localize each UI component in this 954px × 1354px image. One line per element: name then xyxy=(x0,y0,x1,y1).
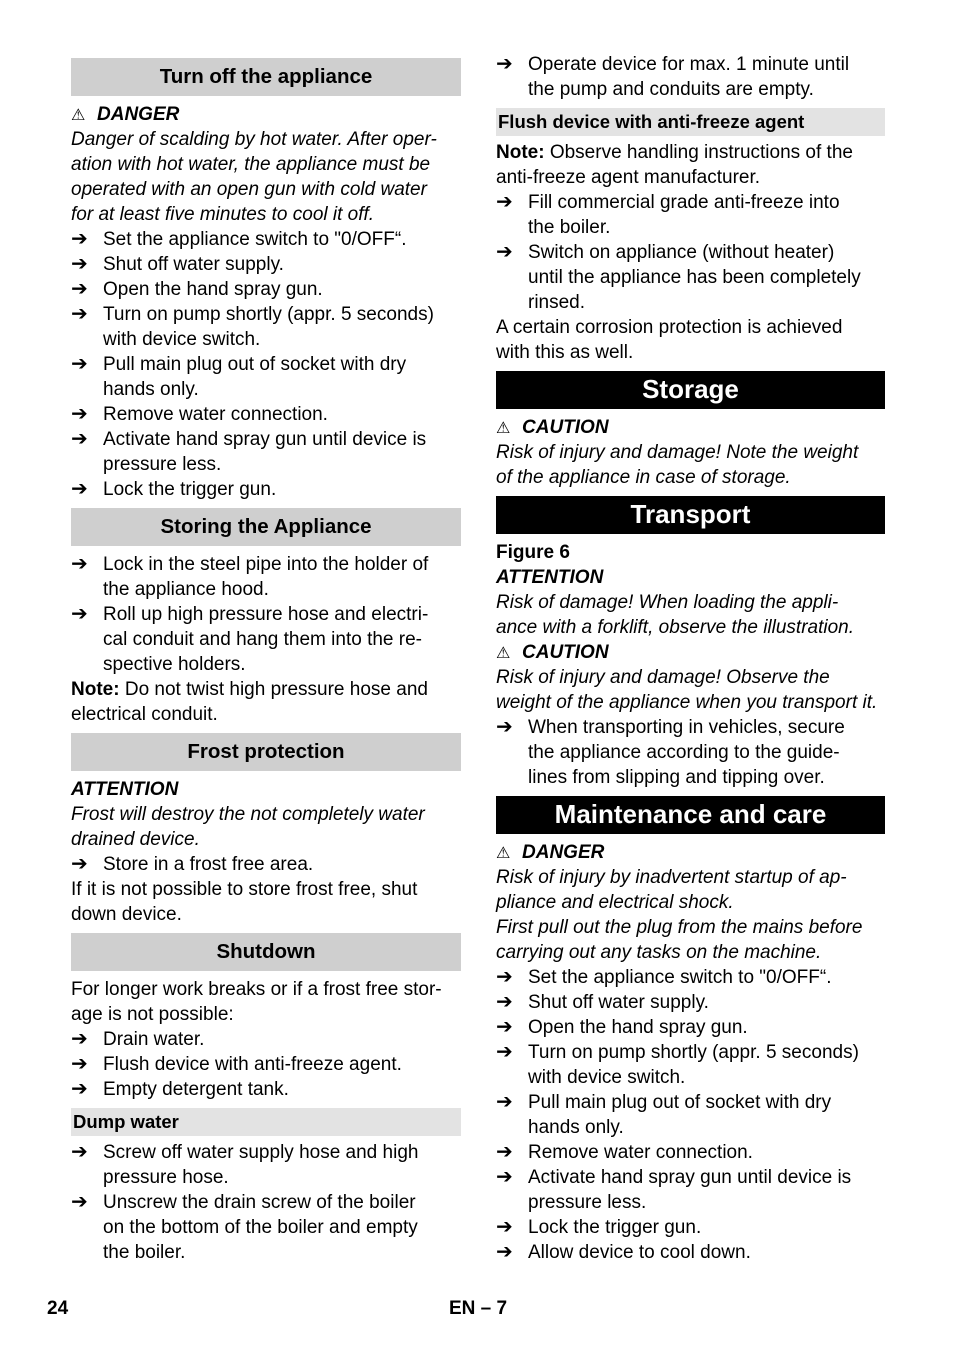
instruction-step xyxy=(71,602,461,627)
instruction-step xyxy=(71,352,461,377)
instruction-text: Pull main plug out of socket with dry xyxy=(528,1092,832,1113)
instruction-text: Lock the trigger gun. xyxy=(528,1217,702,1238)
instruction-text: Activate hand spray gun until device is xyxy=(103,429,427,450)
warning-text: Risk of injury and damage! Note the weight xyxy=(496,442,859,463)
instruction-step xyxy=(71,552,461,577)
section-heading: Storing the Appliance xyxy=(71,508,461,546)
arrow-right-icon: ➔ xyxy=(71,1191,88,1213)
warning-label xyxy=(496,640,885,665)
instruction-step xyxy=(71,277,461,302)
instruction-step-continuation xyxy=(71,1215,461,1240)
arrow-right-icon: ➔ xyxy=(71,303,88,325)
section-heading: Maintenance and care xyxy=(496,796,885,834)
instruction-step xyxy=(496,715,885,740)
arrow-right-icon: ➔ xyxy=(496,1216,513,1238)
instruction-text: the boiler. xyxy=(103,1242,186,1263)
instruction-step-continuation xyxy=(71,327,461,352)
instruction-step xyxy=(496,1015,885,1040)
instruction-step xyxy=(71,302,461,327)
instruction-text: Empty detergent tank. xyxy=(103,1079,289,1100)
instruction-text: hands only. xyxy=(103,379,199,400)
instruction-step-continuation xyxy=(496,1065,885,1090)
arrow-right-icon: ➔ xyxy=(71,403,88,425)
note-paragraph xyxy=(71,677,461,702)
instruction-text: pressure hose. xyxy=(103,1167,229,1188)
instruction-step-continuation xyxy=(71,627,461,652)
instruction-step xyxy=(496,1215,885,1240)
instruction-step-continuation xyxy=(496,1115,885,1140)
instruction-text: Drain water. xyxy=(103,1029,205,1050)
instruction-step xyxy=(71,1052,461,1077)
instruction-text: Turn on pump shortly (appr. 5 seconds) xyxy=(103,304,434,325)
instruction-text: rinsed. xyxy=(528,292,586,313)
instruction-step xyxy=(496,1165,885,1190)
instruction-text: Activate hand spray gun until device is xyxy=(528,1167,852,1188)
note-label: Note: xyxy=(496,142,545,163)
note-label: Note: xyxy=(71,679,120,700)
warning-text: pliance and electrical shock. xyxy=(496,892,734,913)
instruction-step-continuation xyxy=(496,740,885,765)
instruction-step xyxy=(71,852,461,877)
instruction-step xyxy=(496,190,885,215)
instruction-text: Shut off water supply. xyxy=(103,254,284,275)
warning-text: First pull out the plug from the mains before xyxy=(496,917,863,938)
section-heading: Turn off the appliance xyxy=(71,58,461,96)
instruction-text: Open the hand spray gun. xyxy=(528,1017,748,1038)
instruction-step-continuation xyxy=(71,652,461,677)
instruction-step-continuation xyxy=(71,1240,461,1265)
arrow-right-icon: ➔ xyxy=(71,278,88,300)
instruction-step xyxy=(496,990,885,1015)
section-heading: Shutdown xyxy=(71,933,461,971)
arrow-right-icon: ➔ xyxy=(71,228,88,250)
instruction-text: with device switch. xyxy=(528,1067,686,1088)
arrow-right-icon: ➔ xyxy=(71,853,88,875)
instruction-step xyxy=(496,52,885,77)
note-text: Do not twist high pressure hose and xyxy=(119,679,428,700)
instruction-text: Set the appliance switch to "0/OFF“. xyxy=(103,229,407,250)
arrow-right-icon: ➔ xyxy=(496,1241,513,1263)
instruction-step xyxy=(71,1077,461,1102)
warning-label xyxy=(496,415,885,440)
subsection-heading: Flush device with anti-freeze agent xyxy=(496,108,885,136)
arrow-right-icon: ➔ xyxy=(496,1091,513,1113)
instruction-text: Remove water connection. xyxy=(103,404,328,425)
instruction-step xyxy=(496,1090,885,1115)
arrow-right-icon: ➔ xyxy=(71,553,88,575)
arrow-right-icon: ➔ xyxy=(496,966,513,988)
warning-text: Risk of injury and damage! Observe the xyxy=(496,667,830,688)
instruction-text: Lock in the steel pipe into the holder of xyxy=(103,554,429,575)
instruction-text: Unscrew the drain screw of the boiler xyxy=(103,1192,416,1213)
arrow-right-icon: ➔ xyxy=(496,1041,513,1063)
instruction-text: Lock the trigger gun. xyxy=(103,479,277,500)
body-text: down device. xyxy=(71,904,182,925)
arrow-right-icon: ➔ xyxy=(71,1028,88,1050)
warning-label-text: ATTENTION xyxy=(496,567,604,588)
instruction-text: Store in a frost free area. xyxy=(103,854,314,875)
warning-text: Risk of damage! When loading the appli- xyxy=(496,592,839,613)
instruction-text: the pump and conduits are empty. xyxy=(528,79,814,100)
warning-text: ation with hot water, the appliance must be xyxy=(71,154,431,175)
instruction-text: the appliance according to the guide- xyxy=(528,742,840,763)
body-text: A certain corrosion protection is achieved xyxy=(496,317,843,338)
instruction-step-continuation xyxy=(71,577,461,602)
arrow-right-icon: ➔ xyxy=(496,241,513,263)
instruction-step-continuation xyxy=(496,765,885,790)
warning-label-text: CAUTION xyxy=(522,642,609,663)
warning-triangle-icon: ⚠ xyxy=(496,845,511,862)
instruction-step xyxy=(71,227,461,252)
instruction-text: cal conduit and hang them into the re- xyxy=(103,629,422,650)
page-number: 24 xyxy=(47,1298,69,1319)
instruction-text: the boiler. xyxy=(528,217,611,238)
instruction-step xyxy=(71,1140,461,1165)
arrow-right-icon: ➔ xyxy=(496,191,513,213)
warning-triangle-icon: ⚠ xyxy=(496,645,511,662)
instruction-step xyxy=(71,1190,461,1215)
arrow-right-icon: ➔ xyxy=(71,253,88,275)
section-heading: Transport xyxy=(496,496,885,534)
warning-text: Frost will destroy the not completely water xyxy=(71,804,425,825)
instruction-text: Set the appliance switch to "0/OFF“. xyxy=(528,967,832,988)
section-heading: Storage xyxy=(496,371,885,409)
instruction-step xyxy=(496,240,885,265)
arrow-right-icon: ➔ xyxy=(71,478,88,500)
body-text: electrical conduit. xyxy=(71,704,218,725)
instruction-text: When transporting in vehicles, secure xyxy=(528,717,845,738)
instruction-step xyxy=(71,427,461,452)
instruction-text: Switch on appliance (without heater) xyxy=(528,242,835,263)
instruction-text: Allow device to cool down. xyxy=(528,1242,751,1263)
page-section-label: EN – 7 xyxy=(449,1298,508,1319)
warning-label-text: DANGER xyxy=(97,104,180,125)
note-paragraph xyxy=(496,140,885,165)
instruction-text: Fill commercial grade anti-freeze into xyxy=(528,192,840,213)
warning-triangle-icon: ⚠ xyxy=(71,107,86,124)
instruction-text: the appliance hood. xyxy=(103,579,269,600)
instruction-text: on the bottom of the boiler and empty xyxy=(103,1217,418,1238)
warning-triangle-icon: ⚠ xyxy=(496,420,511,437)
warning-label xyxy=(71,102,461,127)
instruction-text: pressure less. xyxy=(528,1192,647,1213)
warning-text: drained device. xyxy=(71,829,200,850)
instruction-step-continuation xyxy=(496,77,885,102)
instruction-step xyxy=(496,1040,885,1065)
instruction-step-continuation xyxy=(496,290,885,315)
instruction-step xyxy=(496,1240,885,1265)
warning-label-text: ATTENTION xyxy=(71,779,179,800)
arrow-right-icon: ➔ xyxy=(71,353,88,375)
instruction-text: until the appliance has been completely xyxy=(528,267,861,288)
instruction-text: Open the hand spray gun. xyxy=(103,279,323,300)
instruction-step xyxy=(71,252,461,277)
warning-text: for at least five minutes to cool it off. xyxy=(71,204,375,225)
body-text: age is not possible: xyxy=(71,1004,234,1025)
warning-text: weight of the appliance when you transport it. xyxy=(496,692,878,713)
instruction-step-continuation xyxy=(496,1190,885,1215)
section-heading: Frost protection xyxy=(71,733,461,771)
arrow-right-icon: ➔ xyxy=(496,991,513,1013)
note-text: Observe handling instructions of the xyxy=(544,142,853,163)
instruction-step xyxy=(496,1140,885,1165)
instruction-text: with device switch. xyxy=(103,329,261,350)
warning-text: operated with an open gun with cold water xyxy=(71,179,427,200)
warning-label-text: CAUTION xyxy=(522,417,609,438)
instruction-text: Operate device for max. 1 minute until xyxy=(528,54,850,75)
instruction-text: lines from slipping and tipping over. xyxy=(528,767,825,788)
arrow-right-icon: ➔ xyxy=(71,1141,88,1163)
warning-label xyxy=(496,565,885,590)
instruction-text: Flush device with anti-freeze agent. xyxy=(103,1054,402,1075)
figure-reference: Figure 6 xyxy=(496,542,570,563)
arrow-right-icon: ➔ xyxy=(496,1141,513,1163)
warning-label-text: DANGER xyxy=(522,842,605,863)
instruction-text: Turn on pump shortly (appr. 5 seconds) xyxy=(528,1042,859,1063)
body-text: with this as well. xyxy=(496,342,634,363)
arrow-right-icon: ➔ xyxy=(71,1053,88,1075)
subsection-heading: Dump water xyxy=(71,1108,461,1136)
body-text: If it is not possible to store frost free, shut xyxy=(71,879,418,900)
body-text: anti-freeze agent manufacturer. xyxy=(496,167,761,188)
arrow-right-icon: ➔ xyxy=(71,428,88,450)
instruction-step xyxy=(71,477,461,502)
arrow-right-icon: ➔ xyxy=(496,1016,513,1038)
instruction-text: hands only. xyxy=(528,1117,624,1138)
warning-text: Risk of injury by inadvertent startup of ap- xyxy=(496,867,847,888)
warning-label xyxy=(496,840,885,865)
instruction-text: Screw off water supply hose and high xyxy=(103,1142,419,1163)
body-text: For longer work breaks or if a frost free stor- xyxy=(71,979,442,1000)
warning-text: Danger of scalding by hot water. After oper- xyxy=(71,129,437,150)
warning-text: of the appliance in case of storage. xyxy=(496,467,791,488)
warning-label xyxy=(71,777,461,802)
instruction-step-continuation xyxy=(71,452,461,477)
arrow-right-icon: ➔ xyxy=(496,53,513,75)
arrow-right-icon: ➔ xyxy=(496,716,513,738)
arrow-right-icon: ➔ xyxy=(71,603,88,625)
instruction-text: Pull main plug out of socket with dry xyxy=(103,354,407,375)
instruction-step xyxy=(71,402,461,427)
instruction-step-continuation xyxy=(71,1165,461,1190)
instruction-step xyxy=(71,1027,461,1052)
arrow-right-icon: ➔ xyxy=(71,1078,88,1100)
instruction-text: Roll up high pressure hose and electri- xyxy=(103,604,429,625)
warning-text: ance with a forklift, observe the illustration. xyxy=(496,617,855,638)
instruction-step xyxy=(496,965,885,990)
arrow-right-icon: ➔ xyxy=(496,1166,513,1188)
instruction-text: Shut off water supply. xyxy=(528,992,709,1013)
instruction-text: spective holders. xyxy=(103,654,246,675)
instruction-text: Remove water connection. xyxy=(528,1142,753,1163)
instruction-text: pressure less. xyxy=(103,454,222,475)
instruction-step-continuation xyxy=(71,377,461,402)
warning-text: carrying out any tasks on the machine. xyxy=(496,942,822,963)
instruction-step-continuation xyxy=(496,265,885,290)
instruction-step-continuation xyxy=(496,215,885,240)
